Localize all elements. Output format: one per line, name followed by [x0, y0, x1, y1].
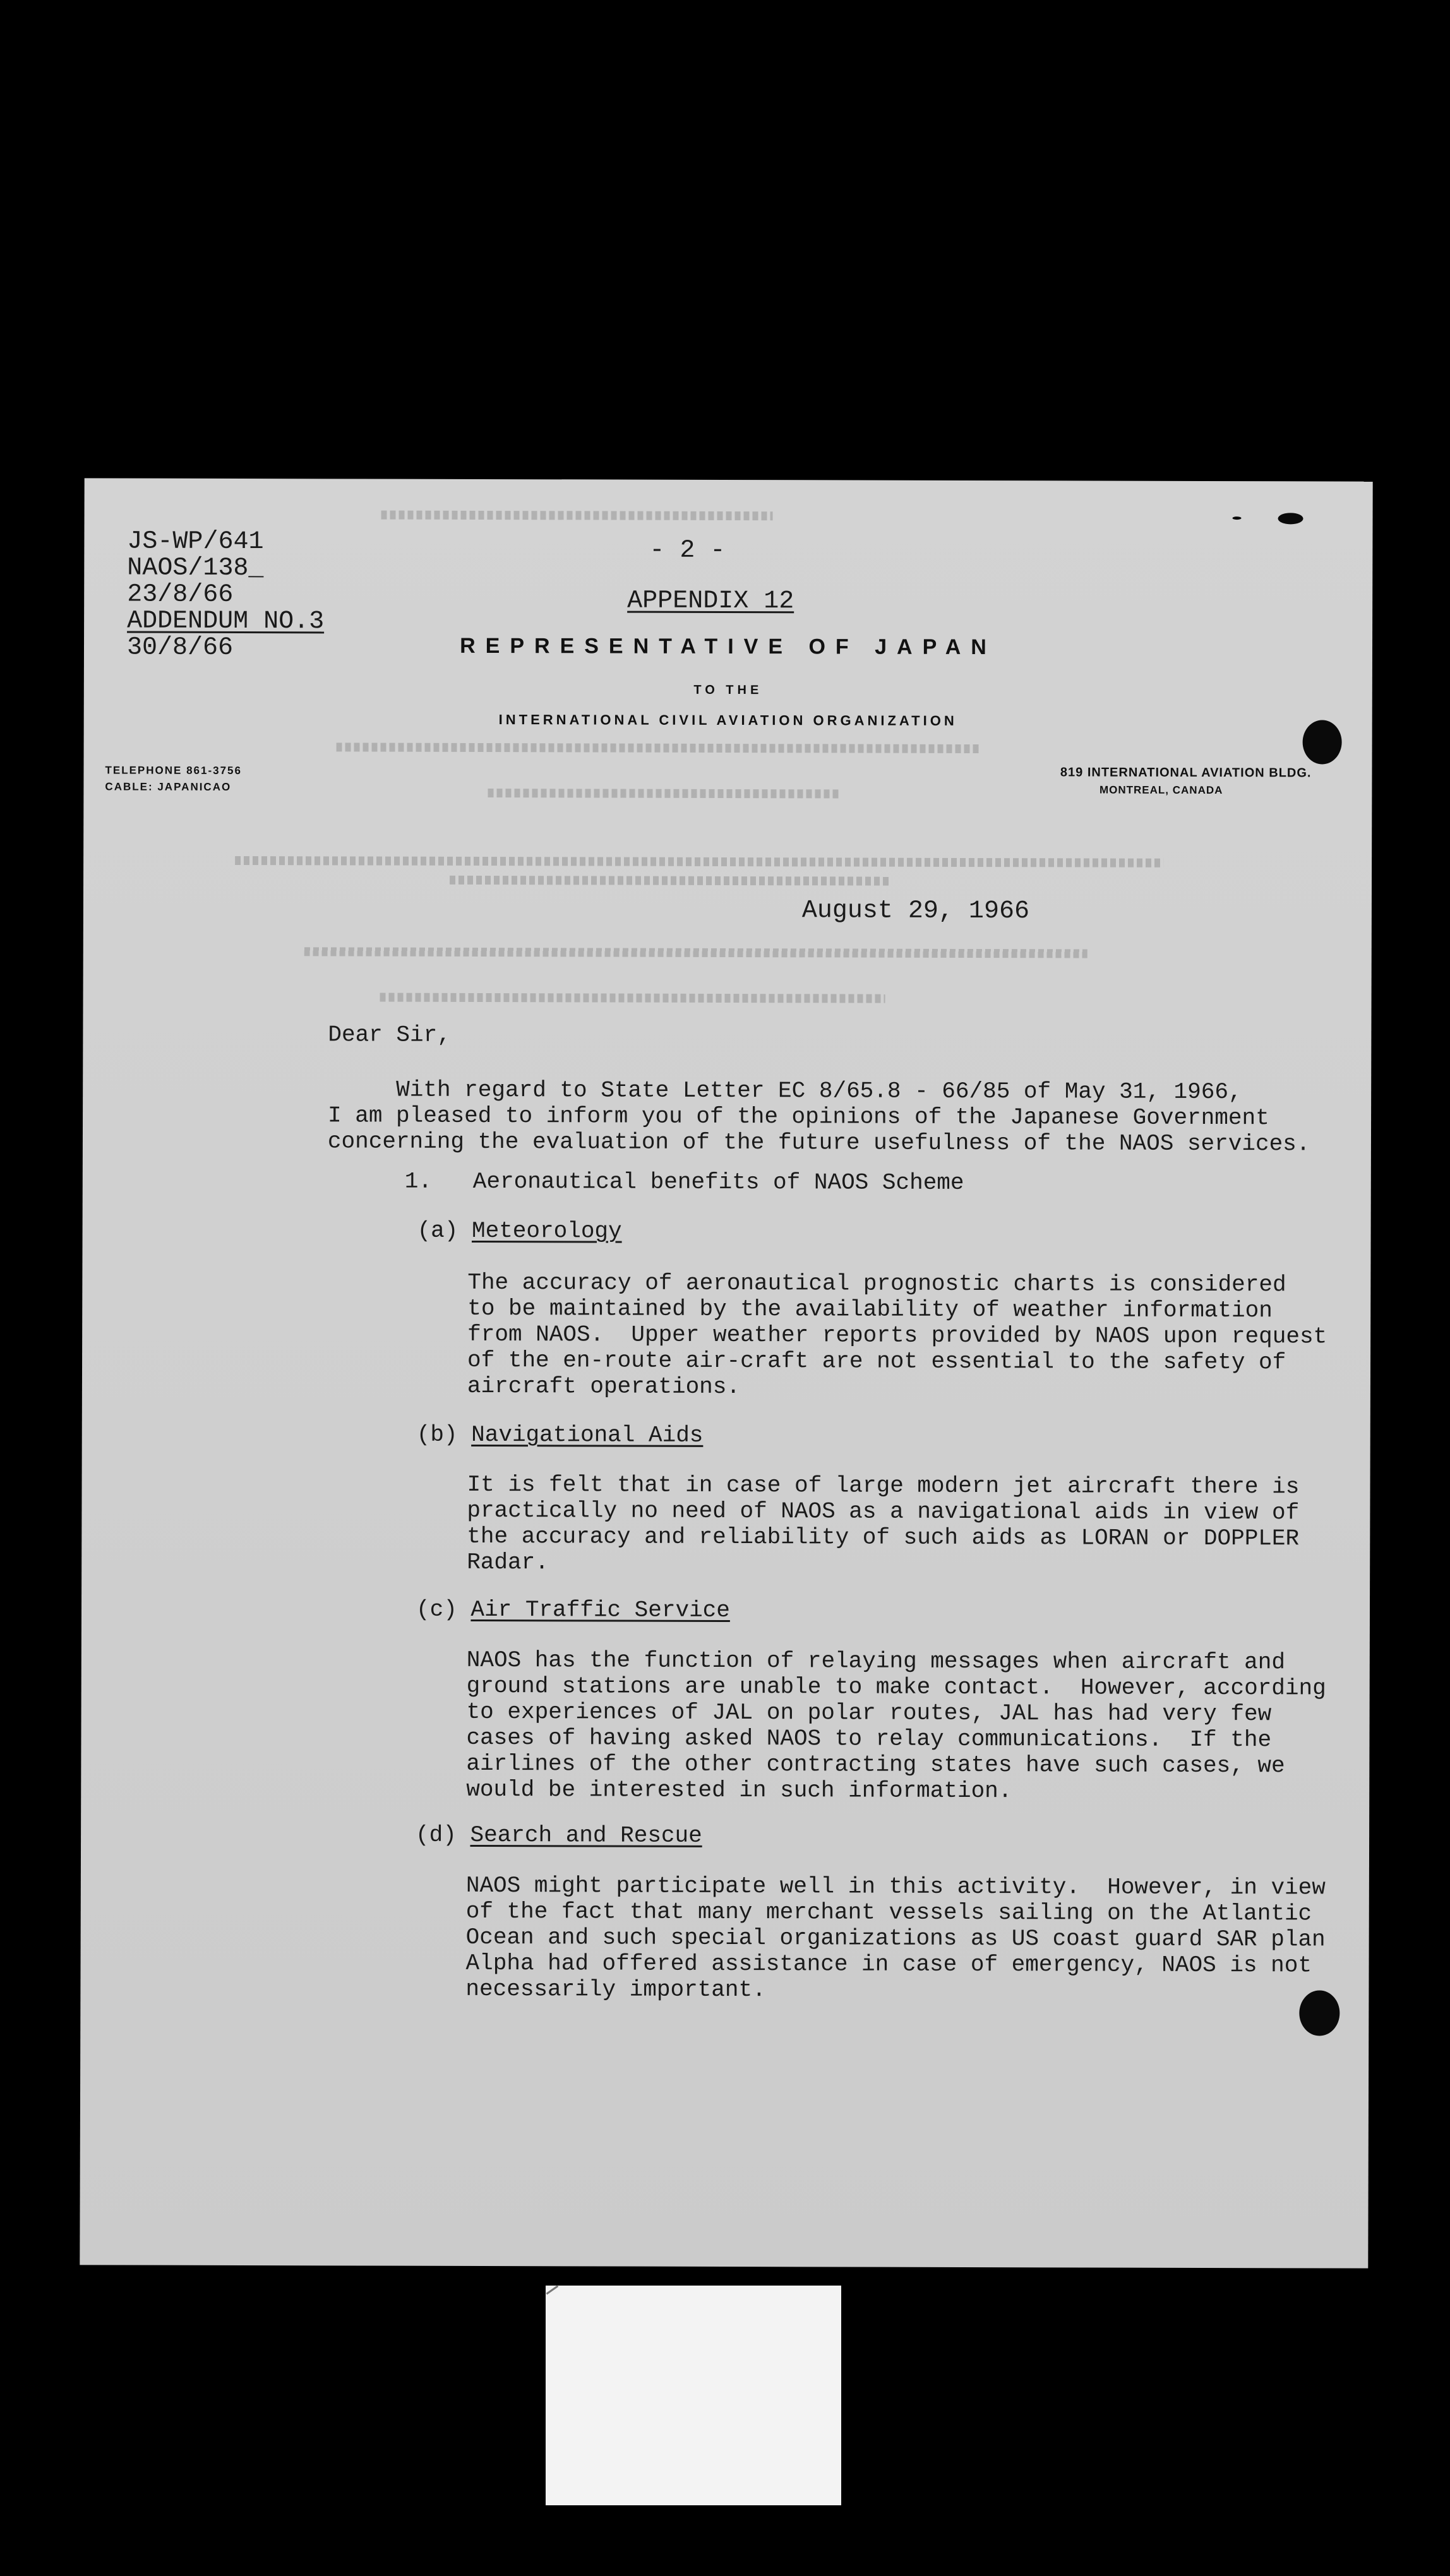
ink-mark — [1233, 516, 1242, 520]
reference-line: 23/8/66 — [127, 580, 234, 609]
blank-card — [546, 2286, 841, 2505]
bleed-through-text — [235, 856, 1163, 868]
bleed-through-text — [381, 511, 773, 521]
intro-paragraph: With regard to State Letter EC 8/65.8 - 66/85 of May 31, 1966, I am pleased to inform you of the opinions of the Japanese Government concerning the evaluation of the future usefulness of the NAOS services. — [327, 1076, 1310, 1157]
section-title: Air Traffic Service — [470, 1596, 730, 1624]
bleed-through-text — [304, 947, 1088, 958]
letter-page — [80, 478, 1372, 2268]
section-heading — [417, 1422, 704, 1448]
section-title: Meteorology — [471, 1217, 622, 1244]
bleed-through-text — [488, 789, 841, 798]
letterhead-to-the: TO THE — [693, 683, 763, 698]
letterhead-organization: INTERNATIONAL CIVIL AVIATION ORGANIZATION — [498, 712, 957, 729]
bleed-through-text — [380, 993, 885, 1003]
telephone-line: TELEPHONE 861-3756 — [105, 764, 242, 777]
reference-line: NAOS/138_ — [127, 554, 264, 583]
cable-line: CABLE: JAPANICAO — [105, 780, 232, 793]
section-label: (a) — [417, 1217, 458, 1244]
section-label: (c) — [416, 1596, 457, 1623]
reference-line: 30/8/66 — [126, 633, 234, 662]
page-number: - 2 - — [649, 536, 726, 565]
section-label: (d) — [416, 1822, 457, 1848]
punch-hole-mark — [1299, 1990, 1339, 2036]
section-heading — [416, 1822, 702, 1849]
section-title: Navigational Aids — [471, 1421, 704, 1448]
letterhead-contact — [105, 762, 242, 796]
salutation: Dear Sir, — [328, 1022, 451, 1048]
section-title: Search and Rescue — [470, 1822, 702, 1849]
reference-line: JS-WP/641 — [127, 527, 264, 557]
ink-mark — [1278, 513, 1303, 524]
section-text: NAOS has the function of relaying messages when aircraft and ground stations are unable to make contact. However, according to experiences of JAL on polar routes, JAL has had very few cases of having asked NAOS to relay communications. If the airlines of the other contracting states have such cases, we would be interested in such information. — [466, 1647, 1326, 1804]
address-city: MONTREAL, CANADA — [1099, 784, 1223, 797]
letterhead-title: REPRESENTATIVE OF JAPAN — [460, 633, 997, 660]
reference-line: ADDENDUM NO.3 — [127, 607, 325, 636]
bleed-through-text — [450, 876, 892, 886]
section-text: The accuracy of aeronautical prognostic charts is considered to be maintained by the availability of weather information from NAOS. Upper weather reports provided by NAOS upon request of the en-route air-craft are not essential to the safety of aircraft operations. — [467, 1269, 1327, 1400]
section-text: NAOS might participate well in this activity. However, in view of the fact that many merchant vessels sailing on the Atlantic Ocean and such special organizations as US coast guard SAR plan Alpha had offered assistance in case of emergency, NAOS is not necessarily important. — [465, 1872, 1326, 2003]
punch-hole-mark — [1303, 720, 1342, 764]
card-corner-mark — [546, 2285, 565, 2303]
section-label: (b) — [416, 1421, 458, 1448]
letter-date: August 29, 1966 — [801, 897, 1030, 926]
bleed-through-text — [337, 742, 981, 753]
item-heading: 1. Aeronautical benefits of NAOS Scheme — [404, 1168, 964, 1196]
section-heading — [416, 1597, 730, 1623]
section-text: It is felt that in case of large modern jet aircraft there is practically no need of NAOS as a navigational aids in view of the accuracy and reliability of such aids as LORAN or DOPPLER Radar. — [467, 1471, 1300, 1576]
letterhead-address — [1060, 763, 1312, 799]
address-line: 819 INTERNATIONAL AVIATION BLDG. — [1060, 765, 1312, 780]
appendix-heading: APPENDIX 12 — [627, 587, 794, 616]
section-heading — [417, 1218, 622, 1244]
